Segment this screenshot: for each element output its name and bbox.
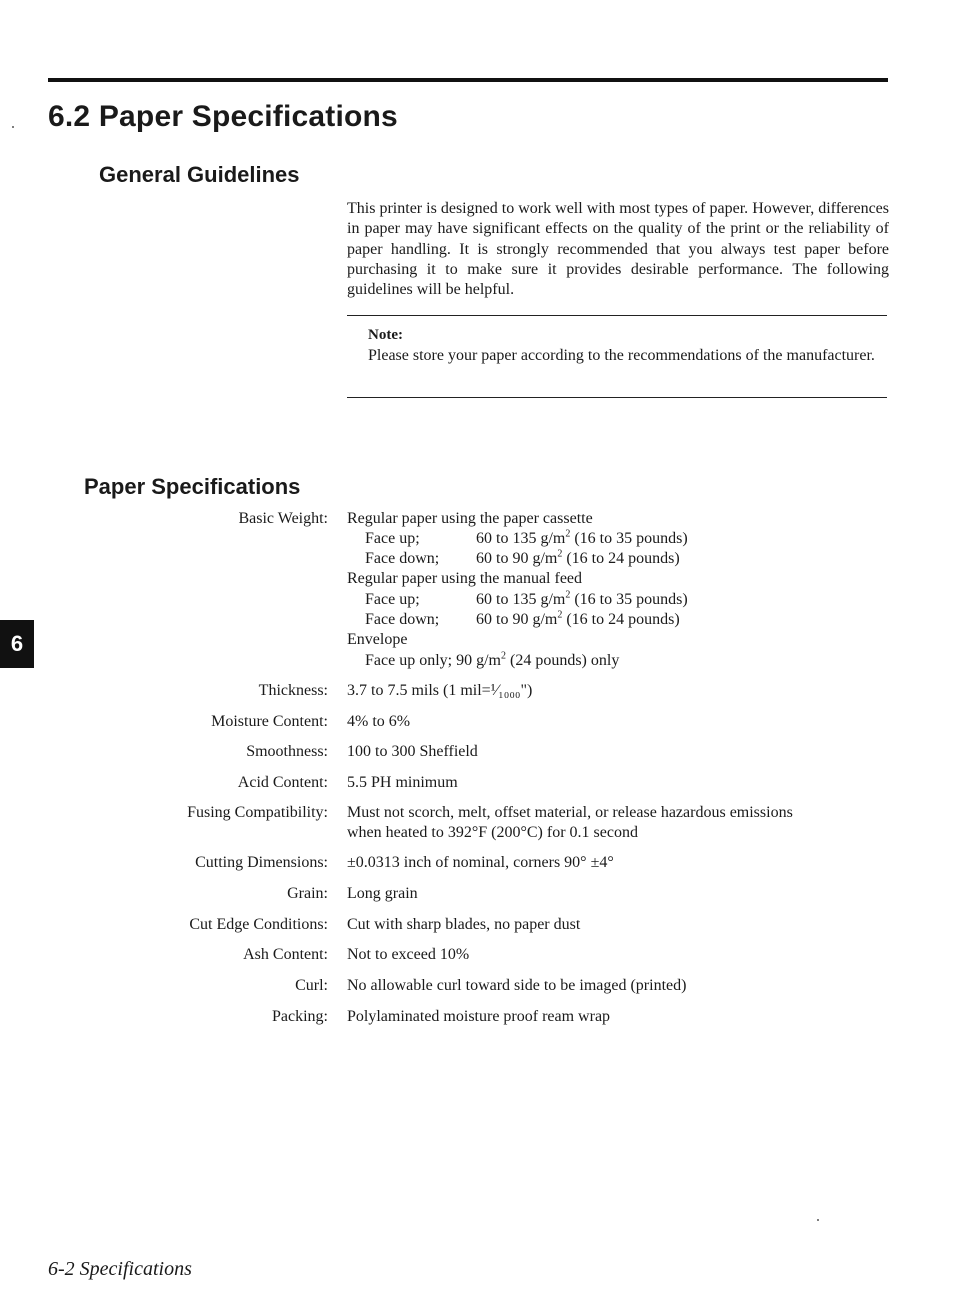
manual-face-down-value: 60 to 90 $g/m^2$ (16 to 24 pounds) bbox=[476, 609, 680, 628]
stray-mark-2 bbox=[817, 1219, 819, 1221]
cut-edge-label: Cut Edge Conditions: bbox=[189, 916, 328, 933]
envelope-title: Envelope bbox=[347, 631, 408, 648]
packing-label: Packing: bbox=[272, 1008, 328, 1025]
ash-label: Ash Content: bbox=[243, 946, 328, 963]
curl-label: Curl: bbox=[295, 977, 328, 994]
page-footer: 6-2 Specifications bbox=[48, 1258, 192, 1280]
stray-mark bbox=[12, 126, 14, 128]
thickness-label: Thickness: bbox=[258, 682, 328, 699]
grain-label: Grain: bbox=[287, 885, 328, 902]
intro-paragraph: This printer is designed to work well with most types of paper. However, differences in paper may have significant effects on the quality of the print or the reliability of paper handling. It is strongly recommended that you always test paper before purchasing it to make sure it provides desirable performance. The following guidelines will be helpful. bbox=[347, 200, 889, 299]
note-rule-bottom bbox=[347, 397, 887, 398]
fusing-label: Fusing Compatibility: bbox=[187, 804, 328, 821]
note-label: Note: bbox=[368, 327, 403, 343]
section-title: 6.2 Paper Specifications bbox=[48, 100, 398, 133]
thickness-value: 3.7 to 7.5 mils (1 mil=¹⁄₁₀₀₀") bbox=[347, 682, 533, 699]
cut-edge-value: Cut with sharp blades, no paper dust bbox=[347, 916, 581, 933]
cassette-face-down-key: Face down; bbox=[365, 550, 440, 567]
cassette-title: Regular paper using the paper cassette bbox=[347, 510, 593, 527]
cassette-face-down-value: 60 to 90 $g/m^2$ (16 to 24 pounds) bbox=[476, 548, 680, 567]
fusing-value-line1: Must not scorch, melt, offset material, or release hazardous emissions bbox=[347, 804, 793, 821]
cassette-face-up-value: 60 to 135 $g/m^2$ (16 to 35 pounds) bbox=[476, 528, 688, 547]
envelope-value: Face up only; 90 $g/m^2$ (24 pounds) only bbox=[365, 650, 620, 669]
smoothness-value: 100 to 300 Sheffield bbox=[347, 743, 478, 760]
ash-value: Not to exceed 10% bbox=[347, 946, 470, 963]
top-rule bbox=[48, 78, 888, 82]
fusing-value-line2: when heated to 392°F (200°C) for 0.1 second bbox=[347, 824, 638, 841]
cassette-face-up-key: Face up; bbox=[365, 530, 420, 547]
paper-specifications-heading: Paper Specifications bbox=[84, 474, 301, 499]
smoothness-label: Smoothness: bbox=[246, 743, 328, 760]
manual-face-up-value: 60 to 135 $g/m^2$ (16 to 35 pounds) bbox=[476, 589, 688, 608]
moisture-label: Moisture Content: bbox=[211, 713, 328, 730]
chapter-tab: 6 bbox=[0, 620, 34, 668]
curl-value: No allowable curl toward side to be imaged (printed) bbox=[347, 977, 687, 994]
manual-face-down-key: Face down; bbox=[365, 611, 440, 628]
note-rule-top bbox=[347, 315, 887, 316]
note-text: Please store your paper according to the recommendations of the manufacturer. bbox=[368, 347, 875, 364]
acid-value: 5.5 PH minimum bbox=[347, 774, 458, 791]
moisture-value: 4% to 6% bbox=[347, 713, 411, 730]
basic-weight-label: Basic Weight: bbox=[238, 510, 328, 527]
manual-feed-title: Regular paper using the manual feed bbox=[347, 570, 583, 587]
packing-value: Polylaminated moisture proof ream wrap bbox=[347, 1008, 611, 1025]
cutting-label: Cutting Dimensions: bbox=[195, 854, 328, 871]
manual-face-up-key: Face up; bbox=[365, 591, 420, 608]
grain-value: Long grain bbox=[347, 885, 418, 902]
general-guidelines-heading: General Guidelines bbox=[99, 162, 300, 187]
cutting-value: ±0.0313 inch of nominal, corners 90° ±4° bbox=[347, 854, 614, 871]
acid-label: Acid Content: bbox=[237, 774, 328, 791]
